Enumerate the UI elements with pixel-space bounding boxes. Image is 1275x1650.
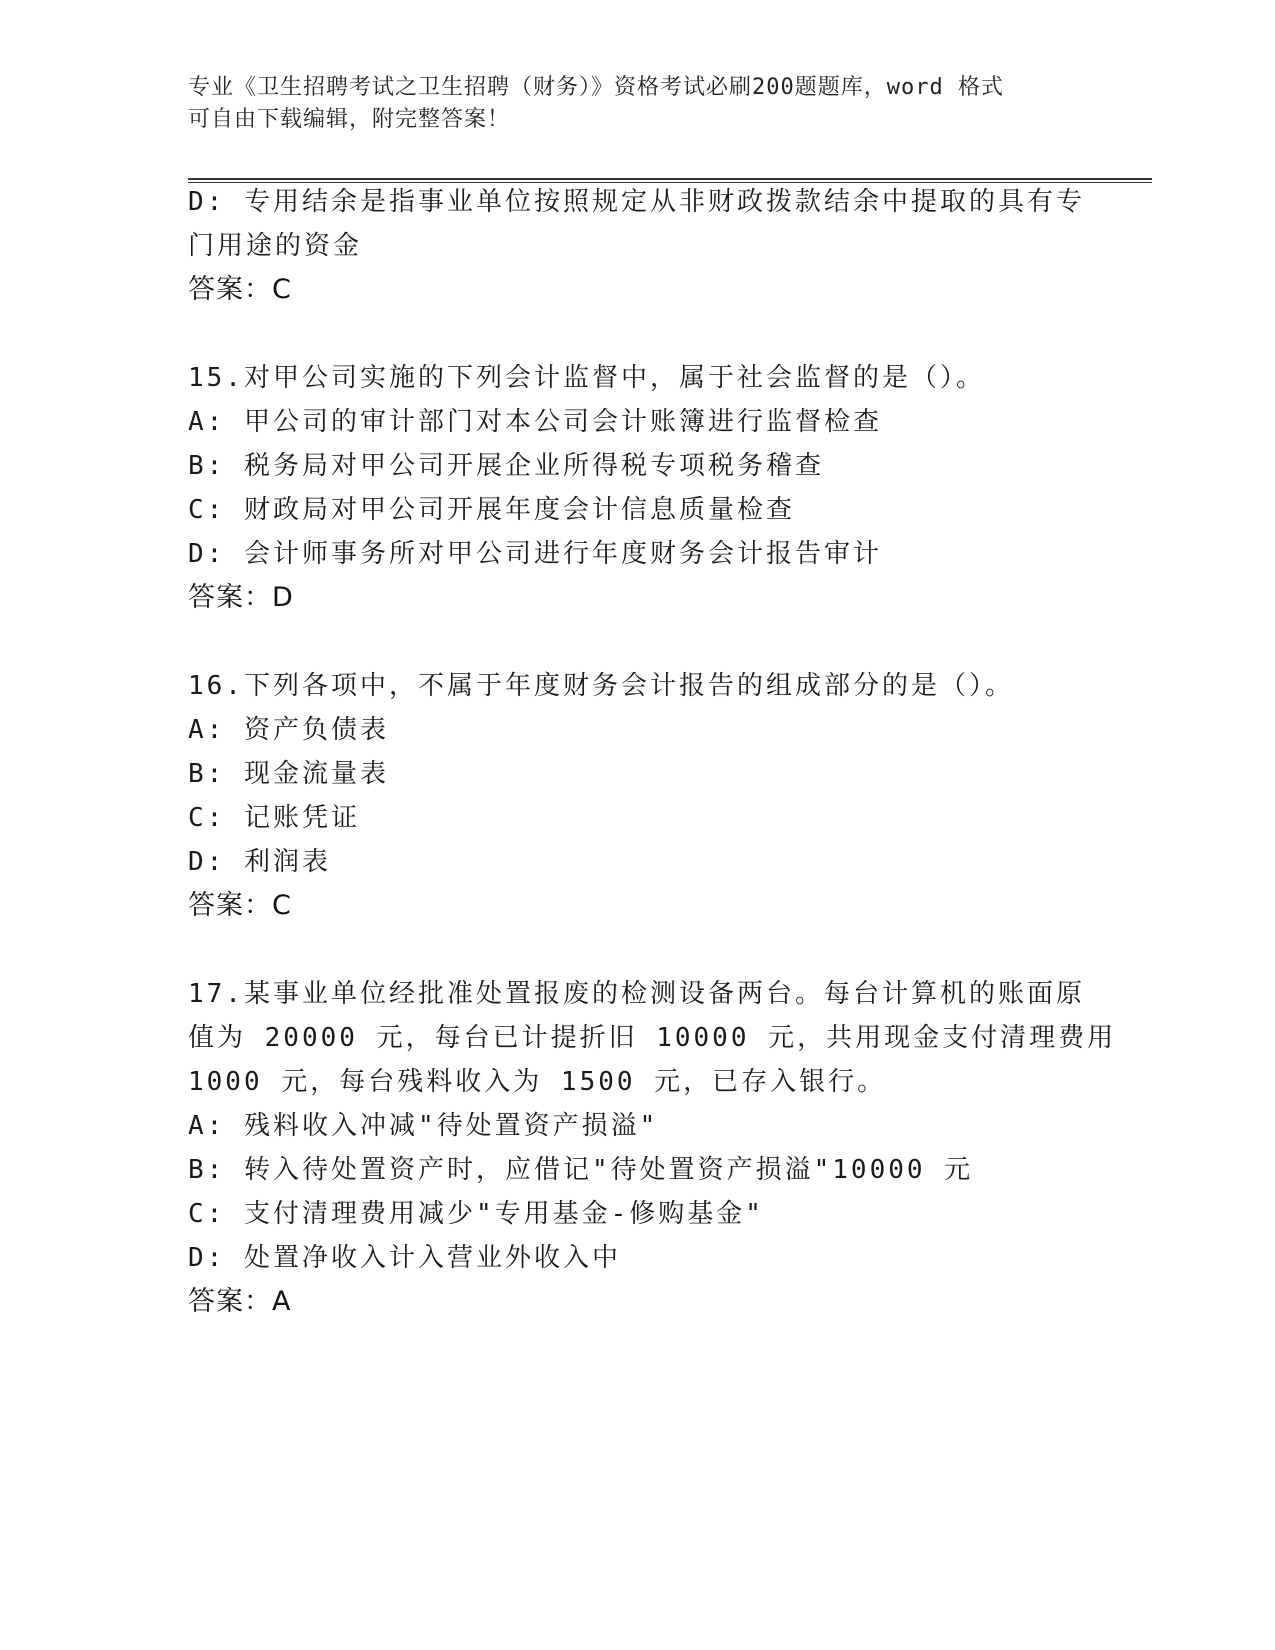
- question-15-answer: 答案：D: [188, 582, 294, 613]
- question-16-stem: 16.下列各项中，不属于年度财务会计报告的组成部分的是（）。: [188, 671, 1014, 701]
- question-17-answer: 答案：A: [188, 1286, 292, 1317]
- question-17-stem-line-3: 1000 元，每台残料收入为 1500 元，已存入银行。: [188, 1067, 887, 1097]
- prev-option-d-line-1: D: 专用结余是指事业单位按照规定从非财政拨款结余中提取的具有专: [188, 187, 1085, 217]
- header-divider: [188, 178, 1152, 183]
- question-17-option-b: B: 转入待处置资产时，应借记"待处置资产损溢"10000 元: [188, 1155, 974, 1185]
- question-16-option-d: D: 利润表: [188, 847, 331, 877]
- question-17-option-d: D: 处置净收入计入营业外收入中: [188, 1243, 621, 1273]
- question-16-option-a: A: 资产负债表: [188, 715, 389, 745]
- question-17-option-a: A: 残料收入冲减"待处置资产损溢": [188, 1111, 659, 1141]
- question-15-option-c: C: 财政局对甲公司开展年度会计信息质量检查: [188, 495, 795, 525]
- question-15-stem: 15.对甲公司实施的下列会计监督中，属于社会监督的是（）。: [188, 363, 985, 393]
- header-line-1: 专业《卫生招聘考试之卫生招聘（财务）》资格考试必刷200题题库，word 格式: [188, 75, 1004, 100]
- prev-answer: 答案：C: [188, 274, 292, 305]
- question-17-stem-line-1: 17.某事业单位经批准处置报废的检测设备两台。每台计算机的账面原: [188, 979, 1085, 1009]
- question-16-answer: 答案：C: [188, 890, 292, 921]
- question-15-option-a: A: 甲公司的审计部门对本公司会计账簿进行监督检查: [188, 407, 882, 437]
- question-17-option-c: C: 支付清理费用减少"专用基金-修购基金": [188, 1199, 764, 1229]
- question-17-stem-line-2: 值为 20000 元，每台已计提折旧 10000 元，共用现金支付清理费用: [188, 1023, 1117, 1053]
- question-15-option-d: D: 会计师事务所对甲公司进行年度财务会计报告审计: [188, 539, 882, 569]
- document-header: [188, 72, 1088, 136]
- header-line-2: 可自由下载编辑，附完整答案！: [188, 107, 511, 132]
- question-15-option-b: B: 税务局对甲公司开展企业所得税专项税务稽查: [188, 451, 824, 481]
- prev-option-d-line-2: 门用途的资金: [188, 231, 363, 261]
- question-16-option-b: B: 现金流量表: [188, 759, 389, 789]
- question-16-option-c: C: 记账凭证: [188, 803, 360, 833]
